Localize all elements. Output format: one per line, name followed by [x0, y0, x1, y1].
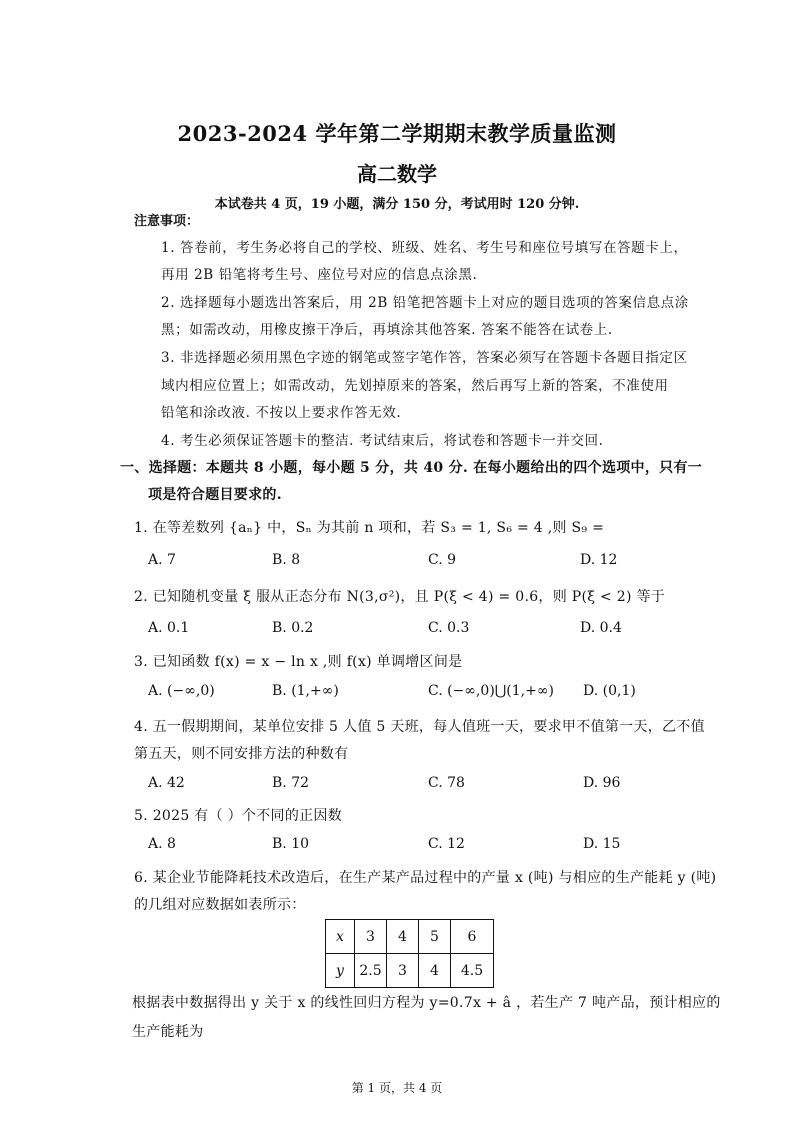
q2-option-c: C. 0.3	[428, 620, 470, 636]
table-cell: 6	[451, 920, 494, 954]
q4-option-c: C. 78	[428, 775, 465, 791]
exam-info: 本试卷共 4 页，19 小题，满分 150 分，考试用时 120 分钟.	[214, 197, 580, 212]
q5-option-d: D. 15	[583, 836, 621, 852]
q3-option-c: C. (−∞,0)⋃(1,+∞)	[428, 683, 554, 699]
notice-line: 铅笔和涂改液. 不按以上要求作答无效.	[161, 405, 402, 421]
question-2-stem: 2. 已知随机变量 ξ 服从正态分布 N(3,σ²)，且 P(ξ < 4) = 0.6，则 P(ξ < 2) 等于	[134, 589, 666, 605]
q3-option-d: D. (0,1)	[583, 683, 636, 699]
question-6-after: 根据表中数据得出 y 关于 x 的线性回归方程为 y=0.7x + â ，若生产 7 吨产品，预计相应的	[132, 995, 721, 1011]
table-cell: 3	[355, 920, 387, 954]
question-6-after-cont: 生产能耗为	[132, 1024, 204, 1040]
table-cell: 5	[419, 920, 451, 954]
question-4-stem: 4. 五一假期期间，某单位安排 5 人值 5 天班，每人值班一天，要求甲不值第一天，乙不值	[134, 719, 705, 735]
q2-option-a: A. 0.1	[148, 620, 190, 636]
q1-option-b: B. 8	[272, 552, 301, 568]
q5-option-b: B. 10	[272, 836, 310, 852]
q3-option-b: B. (1,+∞)	[272, 683, 339, 699]
q2-option-d: D. 0.4	[580, 620, 622, 636]
q4-option-a: A. 42	[148, 775, 185, 791]
q4-option-b: B. 72	[272, 775, 310, 791]
q1-option-c: C. 9	[428, 552, 457, 568]
notice-line: 1. 答卷前，考生务必将自己的学校、班级、姓名、考生号和座位号填写在答题卡上，	[161, 240, 688, 256]
notice-heading: 注意事项：	[134, 214, 200, 229]
q1-option-a: A. 7	[148, 552, 176, 568]
table-cell: 3	[387, 954, 419, 988]
q5-option-c: C. 12	[428, 836, 465, 852]
q4-option-d: D. 96	[583, 775, 621, 791]
table-cell: y	[326, 954, 355, 988]
question-3-stem: 3. 已知函数 f(x) = x − ln x ,则 f(x) 单调增区间是	[134, 654, 463, 670]
exam-subject: 高二数学	[357, 162, 437, 186]
notice-line: 域内相应位置上；如需改动，先划掉原来的答案，然后再写上新的答案，不准使用	[161, 378, 669, 394]
table-cell: 2.5	[355, 954, 387, 988]
table-row	[326, 954, 494, 988]
table-cell: 4	[387, 920, 419, 954]
notice-line: 黑；如需改动，用橡皮擦干净后，再填涂其他答案. 答案不能答在试卷上.	[161, 322, 613, 338]
table-cell: 4	[419, 954, 451, 988]
q3-option-a: A. (−∞,0)	[148, 683, 215, 699]
section-heading-cont: 项是符合题目要求的.	[148, 487, 282, 503]
table-cell: x	[326, 920, 355, 954]
notice-line: 3. 非选择题必须用黑色字迹的钢笔或签字笔作答，答案必须写在答题卡各题目指定区	[161, 350, 688, 366]
question-6-stem: 6. 某企业节能降耗技术改造后，在生产某产品过程中的产量 x (吨) 与相应的生产能耗 y (吨)	[134, 870, 717, 886]
q5-option-a: A. 8	[148, 836, 176, 852]
notice-line: 再用 2B 铅笔将考生号、座位号对应的信息点涂黑.	[161, 267, 478, 283]
question-1-stem: 1. 在等差数列 {aₙ} 中，Sₙ 为其前 n 项和，若 S₃ = 1, S₆ = 4 ,则 S₉ =	[134, 520, 605, 536]
q1-option-d: D. 12	[580, 552, 618, 568]
question-5-stem: 5. 2025 有（ ）个不同的正因数	[134, 808, 343, 824]
section-heading: 一、选择题：本题共 8 小题，每小题 5 分，共 40 分. 在每小题给出的四个选项中，只有一	[120, 460, 703, 476]
question-4-stem-cont: 第五天，则不同安排方法的种数有	[134, 746, 349, 762]
exam-title: 2023-2024 学年第二学期期末教学质量监测	[177, 121, 617, 146]
notice-line: 2. 选择题每小题选出答案后，用 2B 铅笔把答题卡上对应的题目选项的答案信息点涂	[161, 295, 689, 311]
notice-line: 4. 考生必须保证答题卡的整洁. 考试结束后，将试卷和答题卡一并交回.	[161, 433, 604, 449]
q2-option-b: B. 0.2	[272, 620, 314, 636]
page-footer: 第 1 页，共 4 页	[351, 1081, 443, 1095]
table-row	[326, 920, 494, 954]
table-cell: 4.5	[451, 954, 494, 988]
question-6-stem-cont: 的几组对应数据如表所示：	[134, 897, 306, 913]
data-table	[325, 919, 494, 988]
